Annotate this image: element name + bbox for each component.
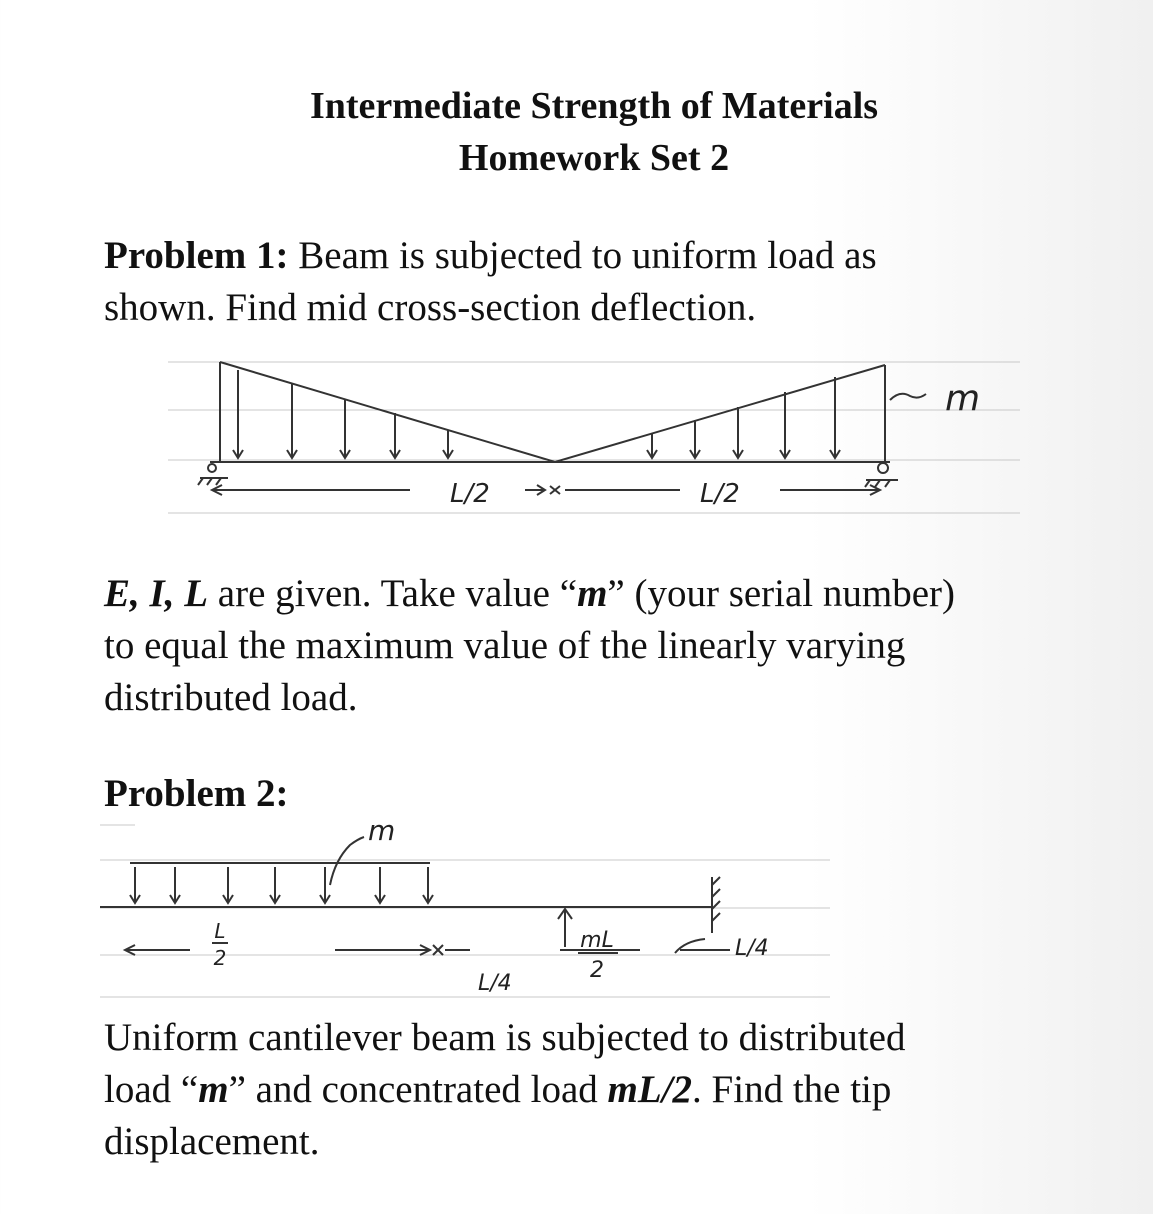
left-pin-support	[198, 464, 228, 485]
problem1-statement-line2: shown. Find mid cross-section deflection.	[104, 286, 757, 329]
given-text-a: are given. Take value “	[208, 572, 578, 615]
problem1-beam-diagram	[0, 350, 1153, 520]
set-title: Homework Set 2	[458, 137, 730, 179]
given-text-b: ” (your serial number)	[607, 572, 956, 615]
problem2-label: Problem 2:	[104, 772, 289, 815]
quarter-label: L/4	[478, 971, 512, 996]
fixed-support	[712, 877, 720, 933]
problem1-label: Problem 1:	[104, 234, 289, 277]
m-leader	[890, 394, 926, 400]
right-load-arrows	[647, 377, 840, 458]
desc-b: ” and concentrated load	[228, 1068, 608, 1111]
problem2-heading	[104, 768, 289, 820]
problem1-statement-text: Beam is subjected to uniform load as	[298, 234, 877, 277]
right-span-label: L/2	[700, 479, 740, 509]
desc-a: load “	[104, 1068, 199, 1111]
desc-line1: Uniform cantilever beam is subjected to distributed	[104, 1016, 906, 1059]
point-load-arrow	[558, 909, 572, 947]
dimension-arrows	[212, 485, 880, 495]
span-label-den: 2	[213, 946, 227, 970]
course-title: Intermediate Strength of Materials	[309, 85, 879, 127]
load-label-m-2: m	[368, 814, 396, 847]
right-roller-support	[865, 463, 898, 487]
desc-line3: displacement.	[104, 1120, 320, 1163]
problem1-statement	[104, 230, 877, 334]
load-label-m: m	[945, 378, 981, 419]
point-load-num: mL	[580, 928, 614, 953]
point-load-den: 2	[590, 958, 604, 983]
m-leader-2	[330, 837, 364, 885]
desc-ml2: mL/2	[607, 1068, 693, 1111]
given-variables: E, I, L	[104, 572, 209, 615]
given-line3: distributed load.	[104, 676, 358, 719]
span-label-num: L	[214, 919, 226, 943]
distributed-load-arrows	[130, 867, 433, 903]
given-m: m	[577, 572, 608, 615]
left-load-arrows	[233, 370, 453, 458]
problem1-givens	[104, 568, 955, 724]
given-line2: to equal the maximum value of the linearly varying	[104, 624, 906, 667]
ruled-lines-2	[100, 825, 830, 997]
tip-label: L/4	[735, 936, 769, 961]
problem2-beam-diagram	[0, 815, 1153, 1005]
problem2-description	[104, 1012, 905, 1168]
desc-m: m	[198, 1068, 229, 1111]
desc-c: . Find the tip	[692, 1068, 892, 1111]
left-span-label: L/2	[450, 479, 490, 509]
